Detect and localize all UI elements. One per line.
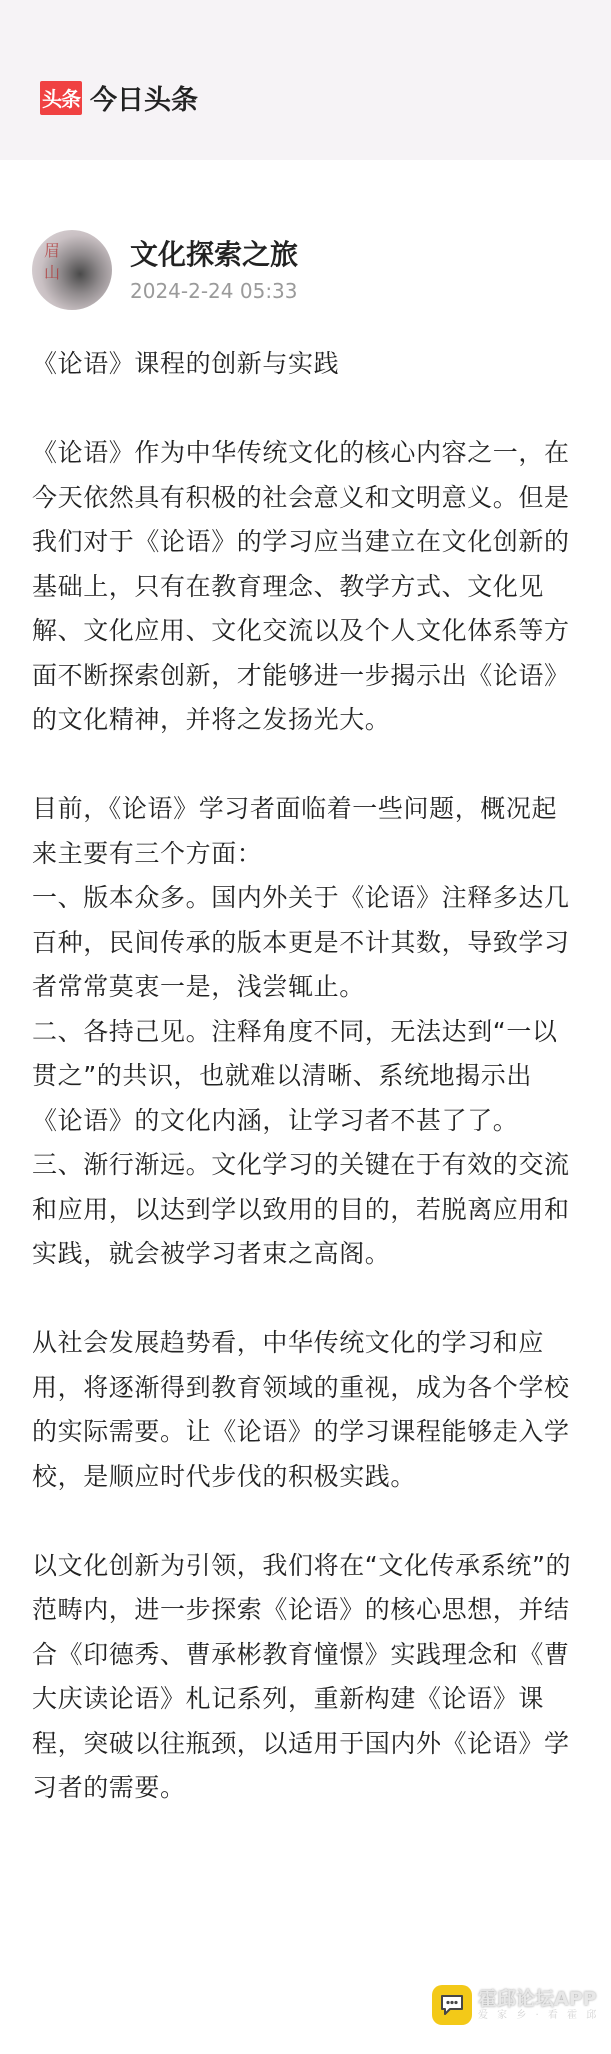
chat-bubble-icon (432, 1985, 472, 2025)
app-name: 今日头条 (90, 85, 198, 116)
watermark-title: 霍邱论坛APP (478, 1988, 597, 2010)
watermark (432, 1985, 599, 2025)
author-row (32, 230, 298, 310)
watermark-subtitle: 爱 家 乡 · 看 霍 邱 (478, 2010, 600, 2021)
article-paragraph: 以文化创新为引领，我们将在“文化传承系统”的范畴内，进一步探索《论语》的核心思想，并结合《印德秀、曹承彬教育憧憬》实践理念和《曹大庆读论语》札记系列，重新构建《论语》课程，突破以往瓶颈，以适用于国内外《论语》学习者的需要。 (32, 1550, 572, 1802)
avatar[interactable] (32, 230, 112, 310)
publish-time: 2024-2-24 05:33 (130, 279, 298, 303)
app-header (0, 0, 611, 160)
article-title-paragraph: 《论语》课程的创新与实践 (32, 349, 340, 378)
article-body (32, 342, 580, 1855)
brand[interactable] (40, 78, 198, 117)
author-name[interactable]: 文化探索之旅 (130, 238, 299, 271)
avatar-stamp: 眉山 (44, 241, 61, 282)
watermark-text (478, 1988, 599, 2022)
article-paragraph: 从社会发展趋势看，中华传统文化的学习和应用，将逐渐得到教育领域的重视，成为各个学校的实际需要。让《论语》的学习课程能够走入学校，是顺应时代步伐的积极实践。 (32, 1328, 570, 1491)
toutiao-logo-icon: 头条 (40, 81, 82, 115)
author-meta (130, 236, 298, 304)
article-paragraph: 目前，《论语》学习者面临着一些问题，概况起来主要有三个方面： 一、版本众多。国内外关于《论语》注释多达几百种，民间传承的版本更是不计其数，导致学习者常常莫衷一是，浅尝辄止。 二、各持己见。注释角度不同，无法达到“一以贯之”的共识，也就难以清晰、系统地揭示出《论语》的文化内涵，让学习者不甚了了。 三、渐行渐远。文化学习的关键在于有效的交流和应用，以达到学以致用的目的，若脱离应用和实践，就会被学习者束之高阁。 (32, 794, 570, 1268)
article-paragraph: 《论语》作为中华传统文化的核心内容之一，在今天依然具有积极的社会意义和文明意义。但是我们对于《论语》的学习应当建立在文化创新的基础上，只有在教育理念、教学方式、文化见解、文化应用、文化交流以及个人文化体系等方面不断探索创新，才能够进一步揭示出《论语》的文化精神，并将之发扬光大。 (32, 438, 570, 734)
